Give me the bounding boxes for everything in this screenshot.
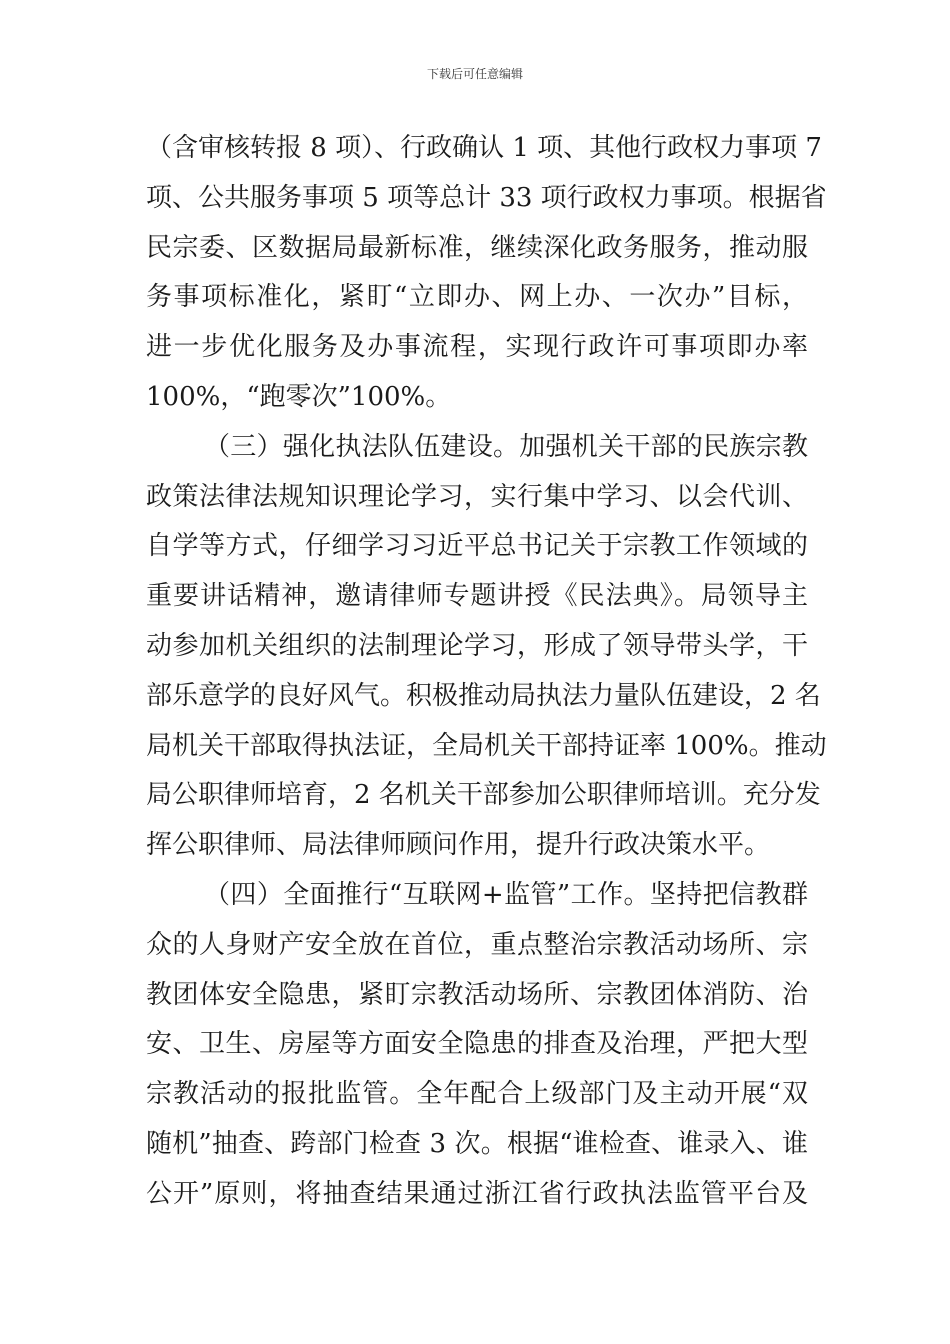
- paragraph-start-line: （三）强化执法队伍建设。加强机关干部的民族宗教: [204, 431, 808, 462]
- body-line: 部乐意学的良好风气。积极推动局执法力量队伍建设，2 名: [146, 680, 821, 711]
- body-line: 宗教活动的报批监管。全年配合上级部门及主动开展“双: [146, 1079, 808, 1110]
- body-line: 自学等方式，仔细学习习近平总书记关于宗教工作领域的: [146, 531, 808, 562]
- body-line: 进一步优化服务及办事流程，实现行政许可事项即办率: [146, 332, 808, 363]
- body-line: 民宗委、区数据局最新标准，继续深化政务服务，推动服: [146, 232, 808, 263]
- body-line: 局公职律师培育，2 名机关干部参加公职律师培训。充分发: [146, 780, 821, 811]
- body-line: 随机”抽查、跨部门检查 3 次。根据“谁检查、谁录入、谁: [146, 1128, 808, 1159]
- body-line: 务事项标准化，紧盯“立即办、网上办、一次办”目标，: [146, 282, 808, 313]
- body-line: 局机关干部取得执法证，全局机关干部持证率 100%。推动: [146, 730, 827, 761]
- body-line: 众的人身财产安全放在首位，重点整治宗教活动场所、宗: [146, 929, 808, 960]
- body-line: 重要讲话精神，邀请律师专题讲授《民法典》。局领导主: [146, 581, 808, 612]
- body-line: 公开”原则，将抽查结果通过浙江省行政执法监管平台及: [146, 1178, 808, 1209]
- body-line: 项、公共服务事项 5 项等总计 33 项行政权力事项。根据省: [146, 182, 827, 213]
- paragraph-end-line: 100%，“跑零次”100%。: [146, 381, 452, 412]
- body-line: （含审核转报 8 项）、行政确认 1 项、其他行政权力事项 7: [146, 133, 822, 163]
- document-body: [146, 124, 827, 1220]
- body-line: 教团体安全隐患，紧盯宗教活动场所、宗教团体消防、治: [146, 979, 808, 1010]
- body-line: 动参加机关组织的法制理论学习，形成了领导带头学，干: [146, 630, 808, 661]
- page-header: 下载后可任意编辑: [426, 67, 523, 81]
- paragraph-end-line: 挥公职律师、局法律师顾问作用，提升行政决策水平。: [146, 830, 771, 861]
- body-line: 政策法律法规知识理论学习，实行集中学习、以会代训、: [146, 481, 808, 512]
- paragraph-start-line: （四）全面推行“互联网+监管”工作。坚持把信教群: [204, 879, 808, 910]
- body-line: 安、卫生、房屋等方面安全隐患的排查及治理，严把大型: [146, 1029, 808, 1060]
